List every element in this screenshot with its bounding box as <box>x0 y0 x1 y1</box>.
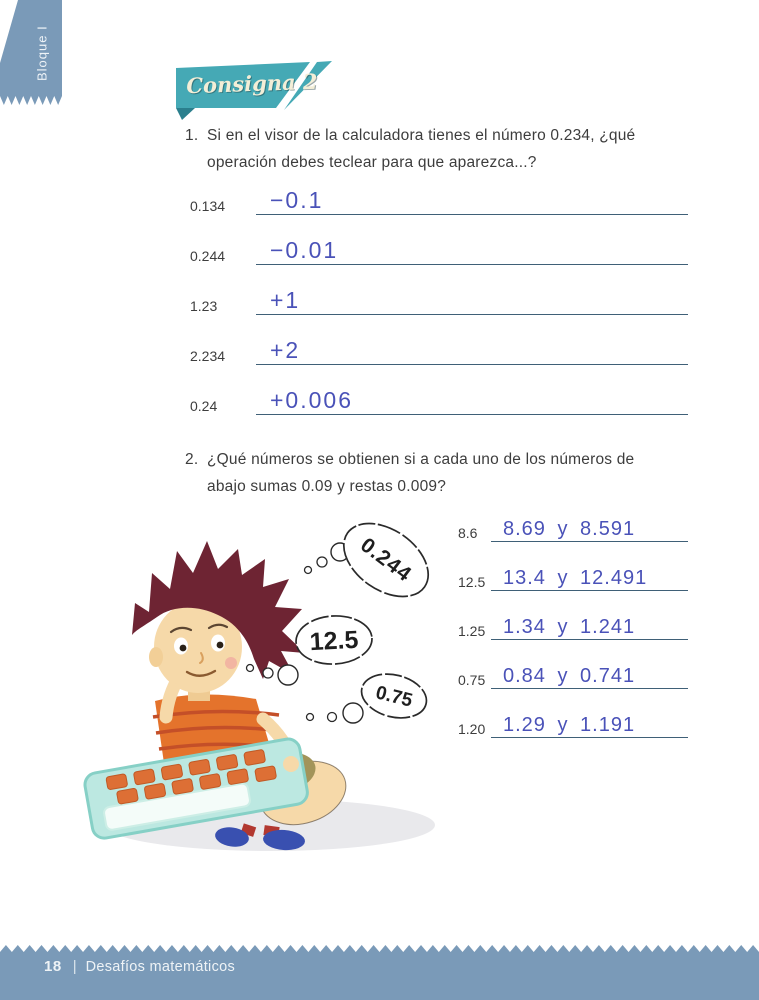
answer-blank-line <box>256 264 688 315</box>
handwritten-answer: 13.4 y 12.491 <box>503 567 648 589</box>
answer-label: 0.134 <box>190 198 226 214</box>
handwritten-answer: 1.29 y 1.191 <box>503 714 636 736</box>
answer-blank-line <box>491 688 688 738</box>
bloque-tab-label: Bloque I <box>34 25 50 81</box>
banner-fold <box>176 108 195 120</box>
answer-label: 0.244 <box>190 248 226 264</box>
thought-bubble-number: 0.244 <box>356 533 416 587</box>
footer-text <box>44 958 235 975</box>
boy-illustration <box>60 505 480 860</box>
answer-label: 0.24 <box>190 398 218 414</box>
question-1-answer-rows <box>190 165 688 415</box>
question-2-line-2: abajo sumas 0.09 y restas 0.009? <box>207 478 447 495</box>
handwritten-answer: −0.01 <box>270 237 339 263</box>
handwritten-answer: 0.84 y 0.741 <box>503 665 636 687</box>
boy-eye <box>217 642 224 649</box>
page-number: 18 <box>44 958 62 975</box>
answer-row <box>458 591 688 640</box>
answer-blank-line <box>491 590 688 640</box>
handwritten-answer: +1 <box>270 287 301 313</box>
question-1-line-1: Si en el visor de la calculadora tienes el número 0.234, ¿qué <box>207 127 636 144</box>
question-1-line-2: operación debes teclear para que aparezca...? <box>207 154 537 171</box>
answer-row <box>190 165 688 215</box>
answer-label: 1.20 <box>458 721 486 737</box>
boy-blush <box>225 657 237 669</box>
answer-label: 2.234 <box>190 348 226 364</box>
book-title: Desafíos matemáticos <box>85 959 236 975</box>
thought-bubble-number: 0.75 <box>373 682 415 712</box>
answer-row <box>190 265 688 315</box>
answer-row <box>458 542 688 591</box>
question-1-number: 1. <box>185 127 199 144</box>
handwritten-answer: +0.006 <box>270 387 353 413</box>
handwritten-answer: −0.1 <box>270 187 324 213</box>
answer-label: 1.25 <box>458 623 486 639</box>
answer-blank-line <box>491 541 688 591</box>
answer-blank-line <box>256 364 688 415</box>
footer-divider: | <box>72 958 77 975</box>
answer-label: 8.6 <box>458 525 478 541</box>
question-2-line-1: ¿Qué números se obtienen si a cada uno de los números de <box>207 451 635 468</box>
answer-label: 0.75 <box>458 672 486 688</box>
answer-row <box>458 640 688 689</box>
thought-bubble-number: 12.5 <box>308 625 360 657</box>
answer-row <box>458 493 688 542</box>
handwritten-answer: 8.69 y 8.591 <box>503 518 636 540</box>
answer-blank-line <box>256 314 688 365</box>
answer-label: 12.5 <box>458 574 486 590</box>
answer-row <box>458 689 688 738</box>
consigna-banner-label: Consigna 2 <box>185 68 318 99</box>
handwritten-answer: 1.34 y 1.241 <box>503 616 636 638</box>
answer-blank-line <box>256 214 688 265</box>
boy-hand <box>283 756 299 772</box>
answer-blank-line <box>491 492 688 542</box>
question-2-number: 2. <box>185 451 199 468</box>
handwritten-answer: +2 <box>270 337 301 363</box>
answer-row <box>190 215 688 265</box>
answer-blank-line <box>256 164 688 215</box>
answer-blank-line <box>491 639 688 689</box>
answer-row <box>190 315 688 365</box>
answer-label: 1.23 <box>190 298 218 314</box>
boy-eye <box>180 645 187 652</box>
question-2-answer-rows <box>458 493 688 738</box>
answer-row <box>190 365 688 415</box>
